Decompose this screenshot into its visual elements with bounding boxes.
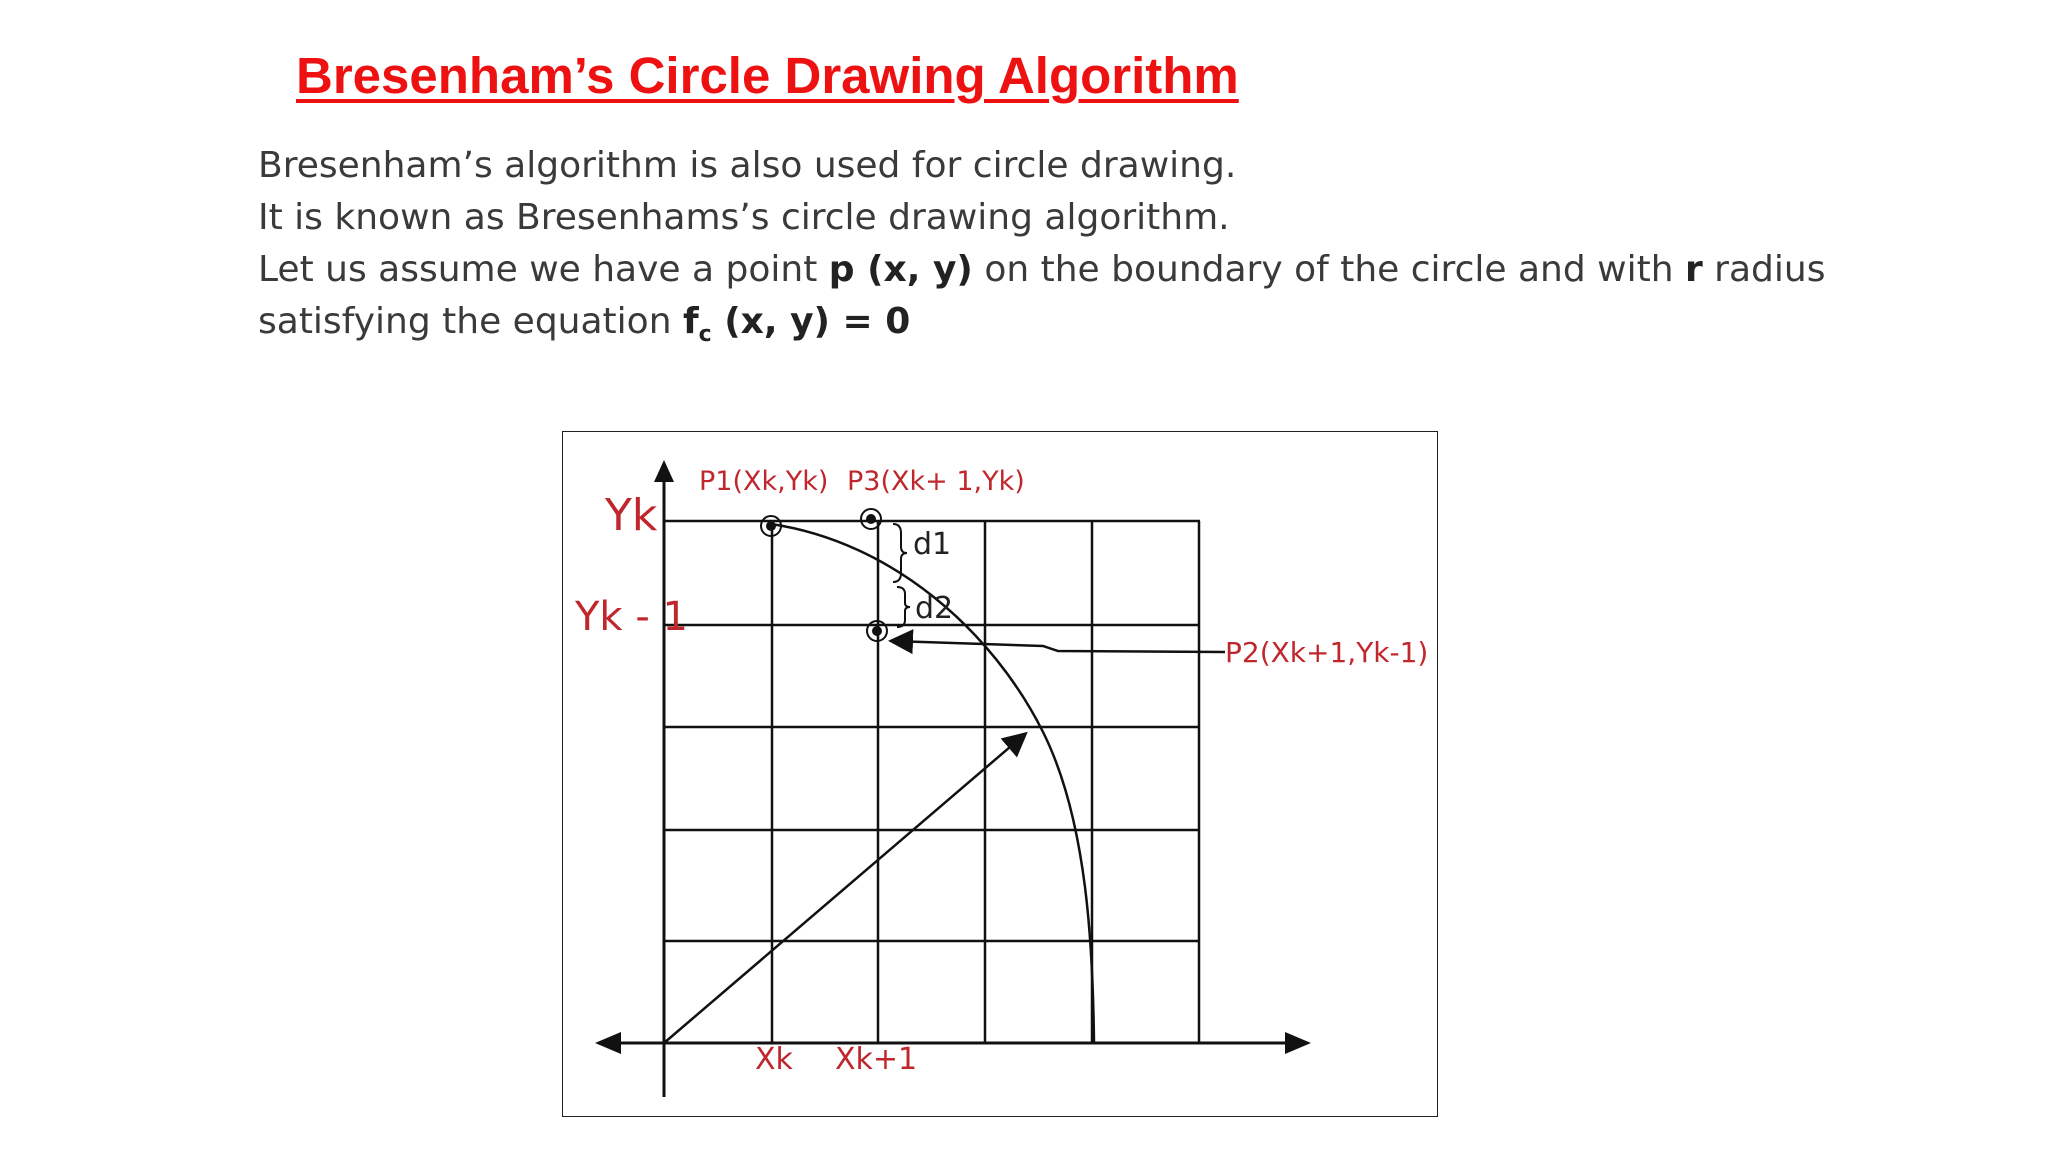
- line3-text-c: radius: [1702, 249, 1826, 290]
- pixel-points: [761, 509, 887, 641]
- label-xk-plus-1: Xk+1: [835, 1042, 918, 1077]
- diagram-svg: [563, 432, 1439, 1118]
- circle-diagram: [562, 431, 1438, 1117]
- label-xk: Xk: [755, 1042, 793, 1077]
- description-line-2: It is known as Bresenhams’s circle drawing algorithm.: [258, 197, 1230, 238]
- radius-r: r: [1684, 249, 1703, 290]
- label-d1: d1: [913, 527, 952, 562]
- description-paragraph: [258, 140, 1826, 361]
- x-axis-right-arrow: [1285, 1032, 1311, 1054]
- y-axis-arrow: [654, 460, 674, 482]
- d2-brace: [897, 587, 910, 627]
- equation-subscript-c: c: [698, 322, 712, 347]
- line3-text-b: on the boundary of the circle and with: [972, 249, 1685, 290]
- label-yk: Yk: [605, 490, 658, 541]
- label-yk-minus-1: Yk - 1: [575, 594, 688, 640]
- page-title: Bresenham’s Circle Drawing Algorithm: [296, 47, 1239, 104]
- equation-f: f: [682, 301, 699, 342]
- point-p3: [861, 509, 881, 529]
- label-d2: d2: [915, 591, 954, 626]
- axes: [595, 460, 1311, 1097]
- label-p2: P2(Xk+1,Yk-1): [1225, 636, 1429, 669]
- radius-arrow: [664, 735, 1024, 1043]
- description-line-3: [258, 244, 1826, 296]
- description-line-4: [258, 296, 1810, 361]
- label-p3: P3(Xk+ 1,Yk): [847, 466, 1025, 497]
- p2-pointer-arrow: [893, 641, 1225, 652]
- label-p1: P1(Xk,Yk): [699, 466, 829, 497]
- line3-text-a: Let us assume we have a point: [258, 249, 829, 290]
- point-p-xy: p (x, y): [828, 249, 973, 290]
- d1-brace: [893, 524, 907, 582]
- line4-text-a: satisfying the equation: [258, 301, 683, 342]
- description-line-1: Bresenham’s algorithm is also used for circle drawing.: [258, 145, 1237, 186]
- equation-rest: (x, y) = 0: [711, 301, 911, 342]
- x-axis-left-arrow: [595, 1032, 621, 1054]
